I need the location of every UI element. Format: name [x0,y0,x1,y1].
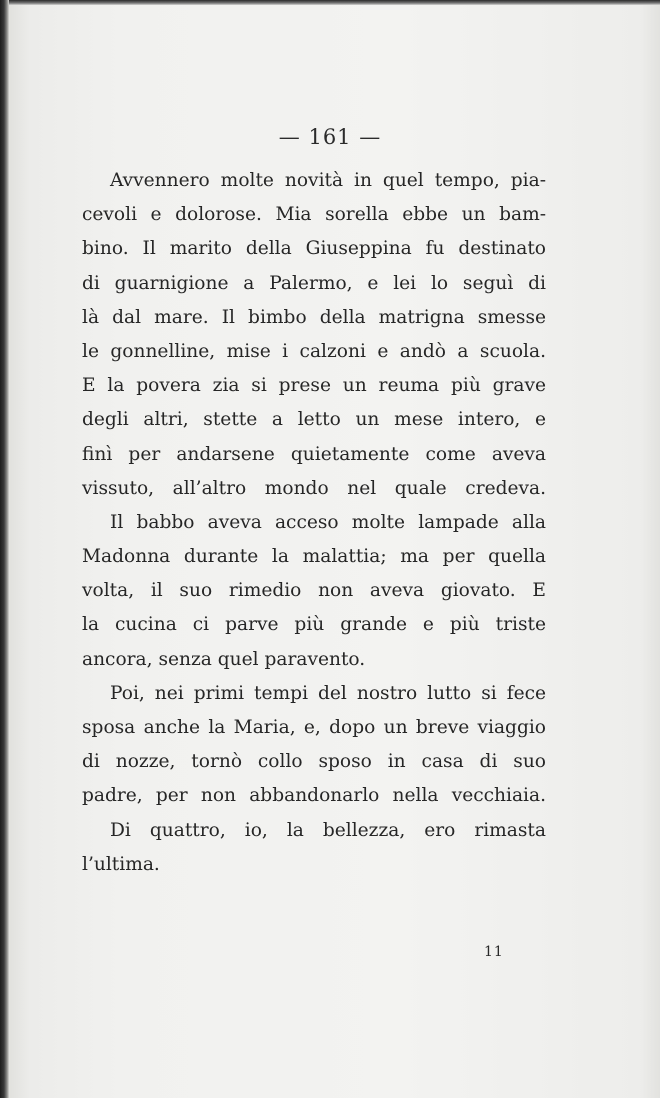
text-line: cevoli e dolorose. Mia sorella ebbe un bam- [82,204,546,226]
text-line: l’ultima. [82,853,160,875]
page-binding-shadow [0,0,9,1098]
text-line: degli altri, stette a letto un mese intero, e [82,409,546,431]
text-line: là dal mare. Il bimbo della matrigna smesse [82,306,546,328]
text-line: finì per andarsene quietamente come aveva [82,443,546,465]
text-line: di guarnigione a Palermo, e lei lo seguì di [82,272,546,294]
text-line: le gonnelline, mise i calzoni e andò a scuola. [82,340,546,362]
text-line: vissuto, all’altro mondo nel quale credeva. [82,477,546,499]
text-line: di nozze, tornò collo sposo in casa di suo [82,751,546,773]
text-line: E la povera zia si prese un reuma più grave [82,375,546,397]
page-top-shadow [0,0,660,5]
text-line: Avvennero molte novità in quel tempo, pia- [110,170,546,191]
text-line: volta, il suo rimedio non aveva giovato. E [82,580,546,602]
text-line: Poi, nei primi tempi del nostro lutto si fece [110,682,546,704]
text-line: Madonna durante la malattia; ma per quella [82,546,546,568]
signature-mark: 11 [484,944,504,960]
body-text [82,164,546,882]
text-line: bino. Il marito della Giuseppina fu destinato [82,238,546,260]
text-line: Di quattro, io, la bellezza, ero rimasta [110,819,546,841]
page-number: — 161 — [278,125,382,149]
text-line: Il babbo aveva acceso molte lampade alla [110,511,546,533]
text-line: la cucina ci parve più grande e più triste [82,614,546,636]
text-line: padre, per non abbandonarlo nella vecchiaia. [82,785,546,807]
text-line: sposa anche la Maria, e, dopo un breve viaggio [82,717,546,738]
text-line: ancora, senza quel paravento. [82,648,366,670]
